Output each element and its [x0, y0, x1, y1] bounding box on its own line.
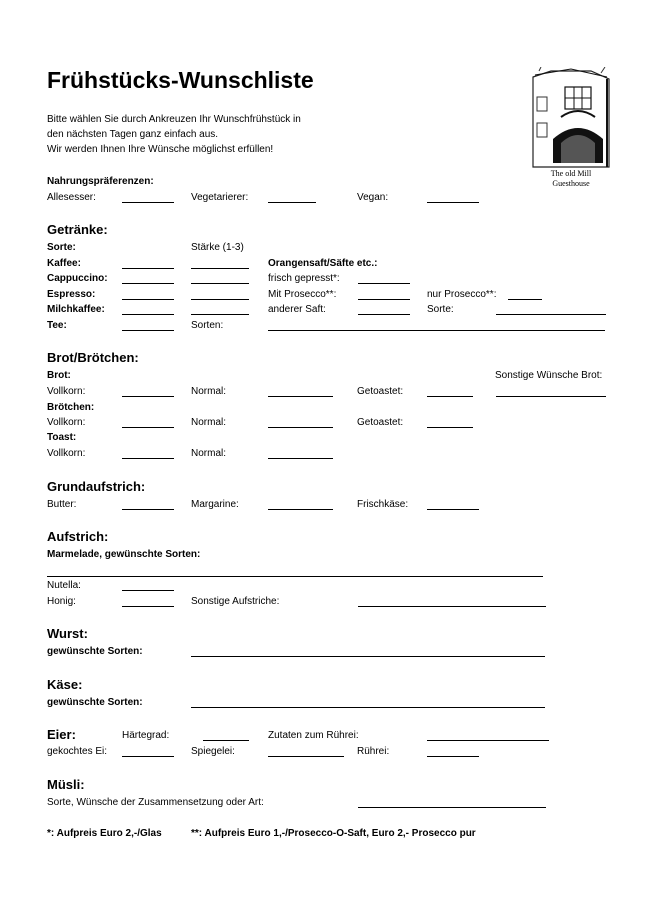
section-brot-heading: Brot/Brötchen:: [47, 350, 139, 365]
field-nutella[interactable]: [122, 590, 174, 591]
field-margarine[interactable]: [268, 509, 333, 510]
field-broetchen-vollkorn[interactable]: [122, 427, 174, 428]
field-vegetarier[interactable]: [268, 202, 316, 203]
page-title: Frühstücks-Wunschliste: [47, 67, 314, 93]
field-gekochtes-ei[interactable]: [122, 756, 174, 757]
label-margarine: Margarine:: [191, 499, 239, 510]
field-sonstige-aufstriche[interactable]: [358, 606, 546, 607]
field-saft-sorte[interactable]: [496, 314, 606, 315]
field-tee-sorten[interactable]: [268, 330, 605, 331]
logo-line-1: The old Mill: [550, 169, 592, 178]
section-kaese-heading: Käse:: [47, 677, 83, 692]
field-cappuccino-staerke[interactable]: [191, 283, 249, 284]
label-muesli: Sorte, Wünsche der Zusammensetzung oder Art:: [47, 797, 264, 808]
label-marmelade: Marmelade, gewünschte Sorten:: [47, 549, 201, 560]
label-espresso: Espresso:: [47, 289, 96, 300]
section-wurst-heading: Wurst:: [47, 626, 88, 641]
label-anderer-saft: anderer Saft:: [268, 304, 326, 315]
section-muesli-heading: Müsli:: [47, 777, 85, 792]
intro-line-2: den nächsten Tagen ganz einfach aus.: [47, 129, 219, 140]
field-broetchen-getoastet[interactable]: [427, 427, 473, 428]
label-allesesser: Allesesser:: [47, 192, 96, 203]
label-kaese-sorten: gewünschte Sorten:: [47, 697, 143, 708]
field-toast-normal[interactable]: [268, 458, 333, 459]
label-milchkaffee: Milchkaffee:: [47, 304, 105, 315]
field-brot-normal[interactable]: [268, 396, 333, 397]
label-tee-sorten: Sorten:: [191, 320, 224, 331]
field-allesesser[interactable]: [122, 202, 174, 203]
label-spiegelei: Spiegelei:: [191, 746, 235, 757]
label-broetchen-vollkorn: Vollkorn:: [47, 417, 86, 428]
guesthouse-photo: [531, 67, 611, 195]
field-zutaten-ruehrei[interactable]: [427, 740, 549, 741]
footnote-1: *: Aufpreis Euro 2,-/Glas: [47, 828, 162, 839]
label-brot-getoastet: Getoastet:: [357, 386, 404, 397]
label-haertegrad: Härtegrad:: [122, 730, 170, 741]
label-broetchen: Brötchen:: [47, 402, 95, 413]
label-sorte: Sorte:: [47, 242, 76, 253]
field-marmelade[interactable]: [47, 576, 543, 577]
label-butter: Butter:: [47, 499, 77, 510]
field-brot-vollkorn[interactable]: [122, 396, 174, 397]
label-vegan: Vegan:: [357, 192, 389, 203]
field-anderer-saft[interactable]: [358, 314, 410, 315]
logo-line-2: Guesthouse: [552, 179, 590, 188]
label-frischkaese: Frischkäse:: [357, 499, 409, 510]
field-nur-prosecco[interactable]: [508, 299, 542, 300]
footnote-2: **: Aufpreis Euro 1,-/Prosecco-O-Saft, Euro 2,- Prosecco pur: [191, 828, 476, 839]
label-broetchen-normal: Normal:: [191, 417, 227, 428]
label-toast-vollkorn: Vollkorn:: [47, 448, 86, 459]
label-staerke: Stärke (1-3): [191, 242, 244, 253]
label-saft-sorte: Sorte:: [427, 304, 454, 315]
label-sonstige-aufstriche: Sonstige Aufstriche:: [191, 596, 280, 607]
label-brot: Brot:: [47, 370, 71, 381]
field-ruehrei[interactable]: [427, 756, 479, 757]
field-milchkaffee-staerke[interactable]: [191, 314, 249, 315]
intro-line-3: Wir werden Ihnen Ihre Wünsche möglichst erfüllen!: [47, 144, 274, 155]
field-brot-getoastet[interactable]: [427, 396, 473, 397]
section-getraenke-heading: Getränke:: [47, 222, 108, 237]
label-orangensaft: Orangensaft/Säfte etc.:: [268, 258, 378, 269]
field-espresso-staerke[interactable]: [191, 299, 249, 300]
label-zutaten-ruehrei: Zutaten zum Rührei:: [268, 730, 359, 741]
field-broetchen-normal[interactable]: [268, 427, 333, 428]
field-wurst-sorten[interactable]: [191, 656, 545, 657]
field-spiegelei[interactable]: [268, 756, 344, 757]
label-wurst-sorten: gewünschte Sorten:: [47, 646, 143, 657]
field-honig[interactable]: [122, 606, 174, 607]
field-haertegrad[interactable]: [203, 740, 249, 741]
label-brot-normal: Normal:: [191, 386, 227, 397]
label-cappuccino: Cappuccino:: [47, 273, 108, 284]
field-kaffee-staerke[interactable]: [191, 268, 249, 269]
field-muesli[interactable]: [358, 807, 546, 808]
field-frischkaese[interactable]: [427, 509, 479, 510]
field-kaffee[interactable]: [122, 268, 174, 269]
label-frisch-gepresst: frisch gepresst*:: [268, 273, 340, 284]
field-mit-prosecco[interactable]: [358, 299, 410, 300]
label-broetchen-getoastet: Getoastet:: [357, 417, 404, 428]
field-tee[interactable]: [122, 330, 174, 331]
field-sonstige-brot[interactable]: [496, 396, 606, 397]
section-nahrung-heading: Nahrungspräferenzen:: [47, 176, 154, 187]
field-kaese-sorten[interactable]: [191, 707, 545, 708]
label-toast: Toast:: [47, 432, 77, 443]
label-nur-prosecco: nur Prosecco**:: [427, 289, 497, 300]
field-toast-vollkorn[interactable]: [122, 458, 174, 459]
field-vegan[interactable]: [427, 202, 479, 203]
section-eier-heading: Eier:: [47, 727, 76, 742]
field-frisch-gepresst[interactable]: [358, 283, 410, 284]
label-vegetarier: Vegetarierer:: [191, 192, 249, 203]
label-gekochtes-ei: gekochtes Ei:: [47, 746, 108, 757]
intro-line-1: Bitte wählen Sie durch Ankreuzen Ihr Wunschfrühstück in: [47, 114, 301, 125]
label-sonstige-brot: Sonstige Wünsche Brot:: [495, 370, 603, 381]
field-espresso[interactable]: [122, 299, 174, 300]
label-tee: Tee:: [47, 320, 67, 331]
label-nutella: Nutella:: [47, 580, 81, 591]
label-ruehrei: Rührei:: [357, 746, 390, 757]
field-cappuccino[interactable]: [122, 283, 174, 284]
field-milchkaffee[interactable]: [122, 314, 174, 315]
label-brot-vollkorn: Vollkorn:: [47, 386, 86, 397]
section-aufstrich-heading: Aufstrich:: [47, 529, 109, 544]
label-toast-normal: Normal:: [191, 448, 227, 459]
label-honig: Honig:: [47, 596, 76, 607]
label-kaffee: Kaffee:: [47, 258, 81, 269]
section-grund-heading: Grundaufstrich:: [47, 479, 146, 494]
label-mit-prosecco: Mit Prosecco**:: [268, 289, 337, 300]
field-butter[interactable]: [122, 509, 174, 510]
